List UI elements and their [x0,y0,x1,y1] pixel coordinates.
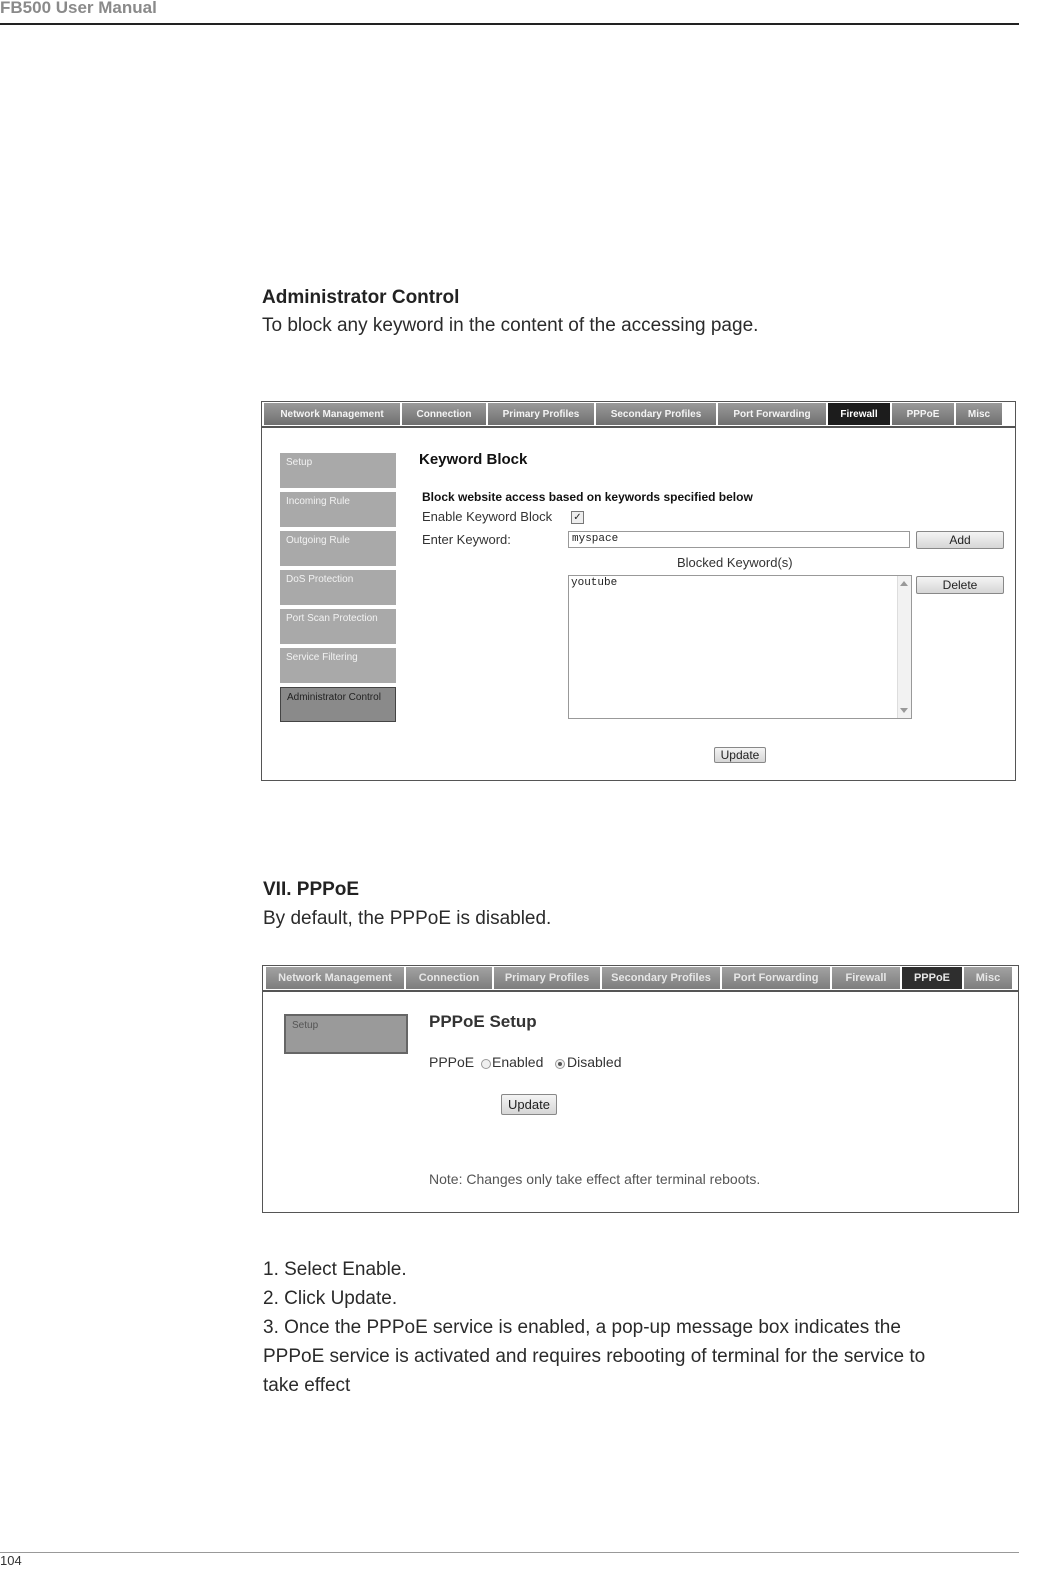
add-button[interactable]: Add [916,531,1004,549]
pppoe-setup-title: PPPoE Setup [429,1012,537,1031]
keyword-block-title: Keyword Block [419,451,528,468]
tab-connection[interactable]: Connection [406,967,494,989]
scroll-up-arrow-icon[interactable] [900,581,908,586]
list-item[interactable]: youtube [571,577,618,589]
tab-primary-profiles[interactable]: Primary Profiles [494,967,602,989]
blocked-keywords-label: Blocked Keyword(s) [677,555,793,570]
step-3-line-1: 3. Once the PPPoE service is enabled, a pop-up message box indicates the [263,1317,901,1338]
tab-pppoe[interactable]: PPPoE [902,967,964,989]
step-3-line-3: take effect [263,1375,351,1396]
step-2: 2. Click Update. [263,1288,398,1309]
section-description-pppoe: By default, the PPPoE is disabled. [263,908,552,929]
keyword-block-subtitle: Block website access based on keywords specified below [422,490,753,504]
step-3-line-2: PPPoE service is activated and requires rebooting of terminal for the service to [263,1346,926,1367]
disabled-label: Disabled [567,1054,622,1070]
footer-divider [0,1552,1019,1553]
tab-bar [262,402,1015,428]
keyword-block-screenshot [261,401,1016,781]
sidebar-item-port-scan-protection[interactable]: Port Scan Protection [280,609,396,644]
blocked-keywords-list[interactable] [568,575,912,719]
tab-firewall[interactable]: Firewall [832,967,902,989]
step-1: 1. Select Enable. [263,1259,407,1280]
sidebar-item-dos-protection[interactable]: DoS Protection [280,570,396,605]
tab-network-management[interactable]: Network Management [264,403,402,425]
tab-misc[interactable]: Misc [964,967,1014,989]
sidebar-item-setup[interactable]: Setup [280,453,396,488]
tab-firewall[interactable]: Firewall [828,403,892,425]
tab-port-forwarding[interactable]: Port Forwarding [718,403,828,425]
tab-port-forwarding[interactable]: Port Forwarding [722,967,832,989]
delete-button[interactable]: Delete [916,576,1004,594]
tab-network-management[interactable]: Network Management [266,967,406,989]
disabled-radio[interactable] [555,1059,565,1069]
tab-secondary-profiles[interactable]: Secondary Profiles [596,403,718,425]
tab-bar [263,966,1018,992]
enabled-radio[interactable] [481,1059,491,1069]
update-button[interactable]: Update [714,747,766,763]
tab-secondary-profiles[interactable]: Secondary Profiles [602,967,722,989]
scroll-down-arrow-icon[interactable] [900,708,908,713]
section-description-admin-control: To block any keyword in the content of the accessing page. [262,315,759,336]
tab-connection[interactable]: Connection [402,403,488,425]
pppoe-setup-screenshot [262,965,1019,1213]
reboot-note: Note: Changes only take effect after terminal reboots. [429,1171,761,1187]
header-divider [0,23,1019,25]
sidebar-item-setup[interactable]: Setup [284,1014,408,1054]
sidebar-item-incoming-rule[interactable]: Incoming Rule [280,492,396,527]
pppoe-label: PPPoE [429,1054,475,1070]
sidebar-item-outgoing-rule[interactable]: Outgoing Rule [280,531,396,566]
manual-title: FB500 User Manual [0,0,157,17]
enable-keyword-block-label: Enable Keyword Block [422,509,553,524]
section-title-pppoe: VII. PPPoE [263,879,360,900]
section-title-admin-control: Administrator Control [262,287,460,308]
enter-keyword-label: Enter Keyword: [422,532,511,547]
list-scrollbar[interactable] [897,576,911,718]
tab-primary-profiles[interactable]: Primary Profiles [488,403,596,425]
sidebar-item-service-filtering[interactable]: Service Filtering [280,648,396,683]
tab-pppoe[interactable]: PPPoE [892,403,956,425]
page-number: 104 [0,1553,22,1568]
update-button[interactable]: Update [501,1094,557,1115]
sidebar-item-administrator-control[interactable]: Administrator Control [280,687,396,722]
tab-misc[interactable]: Misc [956,403,1004,425]
keyword-input[interactable]: myspace [568,531,910,548]
enabled-label: Enabled [492,1054,544,1070]
enable-keyword-block-checkbox[interactable]: ✓ [571,511,584,524]
